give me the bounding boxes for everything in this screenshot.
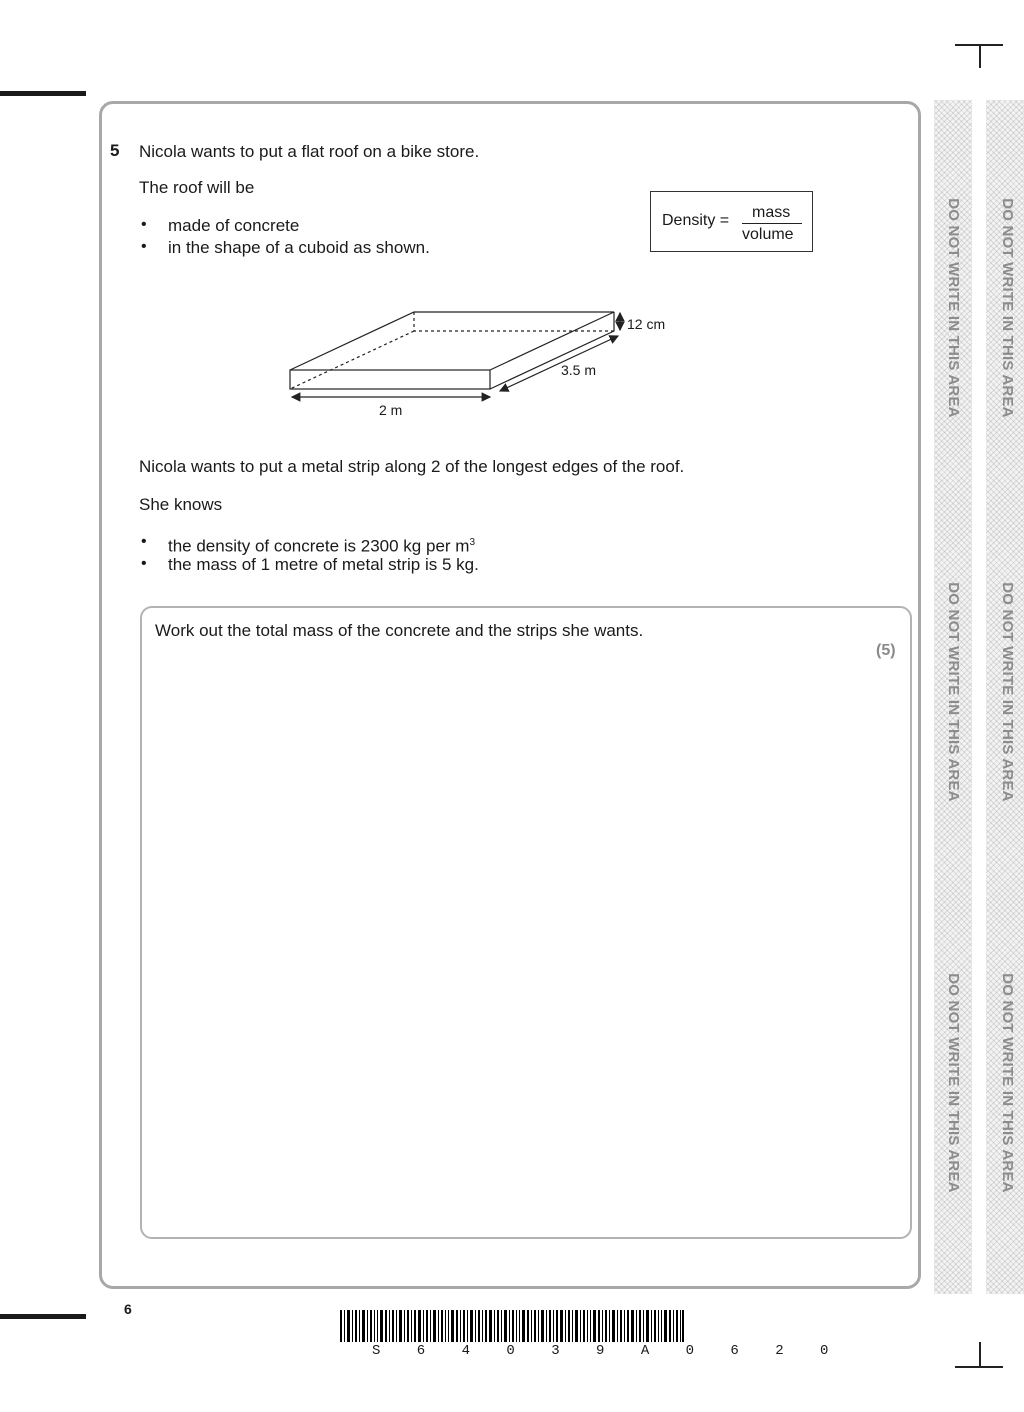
binding-bar-top: [0, 91, 86, 96]
crop-mark: [955, 1366, 1003, 1368]
height-label: 12 cm: [627, 316, 666, 332]
roof-will-be: The roof will be: [139, 178, 255, 197]
do-not-write-label: DO NOT WRITE IN THIS AREA: [999, 198, 1016, 418]
crop-mark: [979, 44, 981, 68]
fraction-bar: [742, 223, 802, 224]
bullet-dot: •: [141, 555, 147, 572]
bullet-dot: •: [141, 238, 147, 255]
bullet-dot: •: [141, 533, 147, 550]
bullet-dot: •: [141, 216, 147, 233]
depth-label: 3.5 m: [561, 362, 597, 378]
fact-strip-mass: the mass of 1 metre of metal strip is 5 kg.: [168, 555, 479, 574]
do-not-write-label: DO NOT WRITE IN THIS AREA: [945, 198, 962, 418]
do-not-write-label: DO NOT WRITE IN THIS AREA: [945, 973, 962, 1193]
superscript-3: 3: [469, 537, 476, 548]
question-intro: Nicola wants to put a flat roof on a bike store.: [139, 142, 480, 161]
density-formula-box: [650, 191, 813, 252]
page-number: 6: [124, 1301, 132, 1317]
task-instruction: Work out the total mass of the concrete and the strips she wants.: [155, 621, 644, 640]
do-not-write-label: DO NOT WRITE IN THIS AREA: [999, 973, 1016, 1193]
width-label: 2 m: [379, 402, 403, 418]
roof-bullet-1: made of concrete: [168, 216, 300, 235]
barcode: [340, 1310, 684, 1342]
density-lhs: Density =: [662, 212, 730, 229]
do-not-write-label: DO NOT WRITE IN THIS AREA: [999, 582, 1016, 802]
do-not-write-label: DO NOT WRITE IN THIS AREA: [945, 582, 962, 802]
strip-sentence: Nicola wants to put a metal strip along 2 of the longest edges of the roof.: [139, 457, 685, 476]
roof-bullet-2: in the shape of a cuboid as shown.: [168, 238, 430, 257]
fact-density-text: the density of concrete is 2300 kg per m: [168, 536, 470, 556]
barcode-number: S 6 4 0 3 9 A 0 6 2 0: [372, 1343, 843, 1359]
question-number: 5: [110, 141, 120, 160]
answer-area[interactable]: [140, 606, 912, 1239]
density-numerator: mass: [752, 204, 791, 221]
she-knows: She knows: [139, 495, 223, 514]
cuboid-diagram: [280, 300, 680, 430]
binding-bar-bottom: [0, 1314, 86, 1319]
density-denominator: volume: [742, 226, 794, 243]
crop-mark: [979, 1342, 981, 1366]
marks-label: (5): [876, 642, 896, 659]
